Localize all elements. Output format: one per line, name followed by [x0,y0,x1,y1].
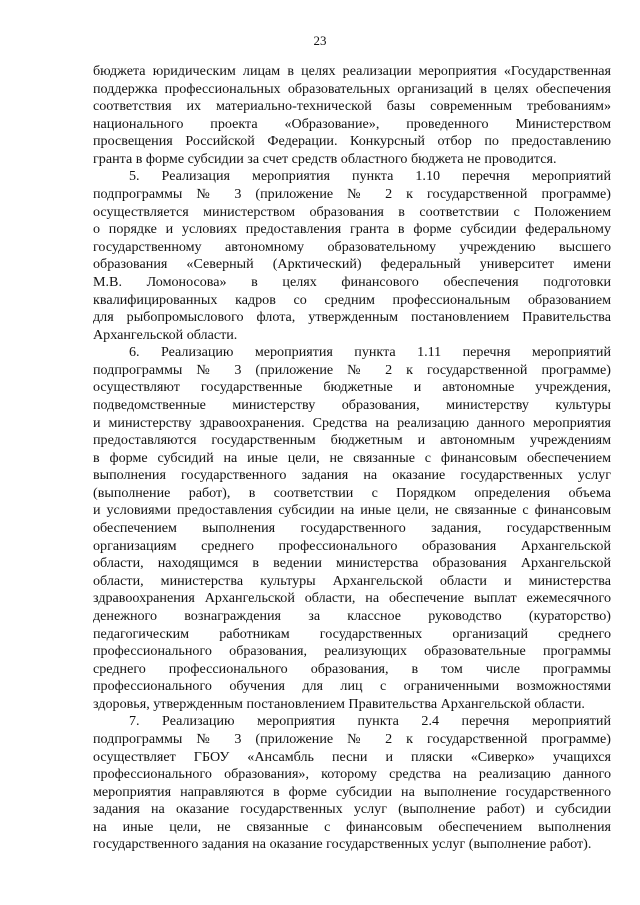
text-line: на иные цели, не связанные с финансовым обеспечением выполнения [93,818,611,835]
text-line: мероприятия направляются в форме субсидии на выполнение государственного [93,783,611,800]
text-line: задания на оказание государственных услуг (выполнение работ) и субсидии [93,801,611,818]
text-line: для рыбопромыслового флота, утвержденным постановлением Правительства [93,309,611,326]
text-line: профессионального образования», которому средства на реализацию данного [93,766,611,783]
text-line: подпрограммы № 3 (приложение № 2 к государственной программе) [93,186,611,203]
document-body [93,63,611,854]
text-line: подпрограммы № 3 (приложение № 2 к государственной программе) [93,361,611,378]
paragraph-item-6 [93,344,611,713]
text-line: бюджета юридическим лицам в целях реализации мероприятия «Государственная [93,63,611,79]
text-line: профессионального обучения для лиц с ограниченными возможностями [93,678,611,695]
text-line: М.В. Ломоносова» в целях финансового обеспечения подготовки [93,273,611,290]
text-line: 6. Реализацию мероприятия пункта 1.11 перечня мероприятий [129,344,611,361]
text-line: 7. Реализацию мероприятия пункта 2.4 перечня мероприятий [129,713,611,730]
text-line: соответствия их материально-технической базы современным требованиям» [93,98,611,115]
text-line: поддержка профессиональных образовательных организаций в целях обеспечения [93,80,611,97]
text-line: осуществляет ГБОУ «Ансамбль песни и пляски «Сиверко» учащихся [93,748,611,765]
text-line: профессионального образования, реализующих образовательные программы [93,643,611,660]
paragraph-continuation [93,63,611,168]
text-line: области, министерства культуры Архангельской области и министерства [93,572,611,589]
text-line: образования «Северный (Арктический) федеральный университет имени [93,256,611,273]
text-line: и министерству здравоохранения. Средства на реализацию данного мероприятия [93,414,611,431]
text-line: (выполнение работ), в соответствии с Порядком определения объема [93,484,611,501]
text-line: государственного задания на оказание государственных услуг (выполнение работ). [93,836,592,853]
paragraph-item-5 [93,168,611,344]
text-line: осуществляется министерством образования в соответствии с Положением [93,203,611,220]
text-line: обеспечением выполнения государственного задания, государственным [93,520,611,537]
text-line: осуществляют государственные бюджетные и автономные учреждения, [93,379,611,396]
text-line: государственному автономному образовательному учреждению высшего [93,238,611,255]
text-line: выполнения государственного задания на оказание государственных услуг [93,467,611,484]
text-line: денежного вознаграждения за классное руководство (кураторство) [93,607,611,624]
text-line: просвещения Российской Федерации. Конкурсный отбор по предоставлению [93,133,611,150]
text-line: национального проекта «Образование», проведенного Министерством [93,115,611,132]
text-line: Архангельской области. [93,326,238,343]
text-line: квалифицированных кадров со средним профессиональным образованием [93,291,611,308]
paragraph-item-7 [93,713,611,854]
page-number: 23 [313,33,327,48]
text-line: и условиями предоставления субсидии на иные цели, не связанные с финансовым [93,502,611,519]
text-line: гранта в форме субсидии за счет средств областного бюджета не проводится. [93,150,557,167]
text-line: о порядке и условиях предоставления гранта в форме субсидии федеральному [93,221,611,238]
text-line: здоровья, утвержденным постановлением Правительства Архангельской области. [93,695,585,712]
text-line: организациям среднего профессионального образования Архангельской [93,537,611,554]
text-line: подведомственные министерству образования, министерству культуры [93,396,611,413]
text-line: предоставляются государственным бюджетным и автономным учреждениям [93,432,611,449]
text-line: подпрограммы № 3 (приложение № 2 к государственной программе) [93,730,611,747]
text-line: среднего профессионального образования, в том числе программы [93,660,611,677]
text-line: в форме субсидий на иные цели, не связанные с финансовым обеспечением [93,449,611,466]
text-line: здравоохранения Архангельской области, на обеспечение выплат ежемесячного [93,590,611,607]
text-line: педагогическим работникам государственных организаций среднего [93,625,611,642]
text-line: области, находящимся в ведении министерства образования Архангельской [93,555,611,572]
text-line: 5. Реализация мероприятия пункта 1.10 перечня мероприятий [129,168,611,185]
